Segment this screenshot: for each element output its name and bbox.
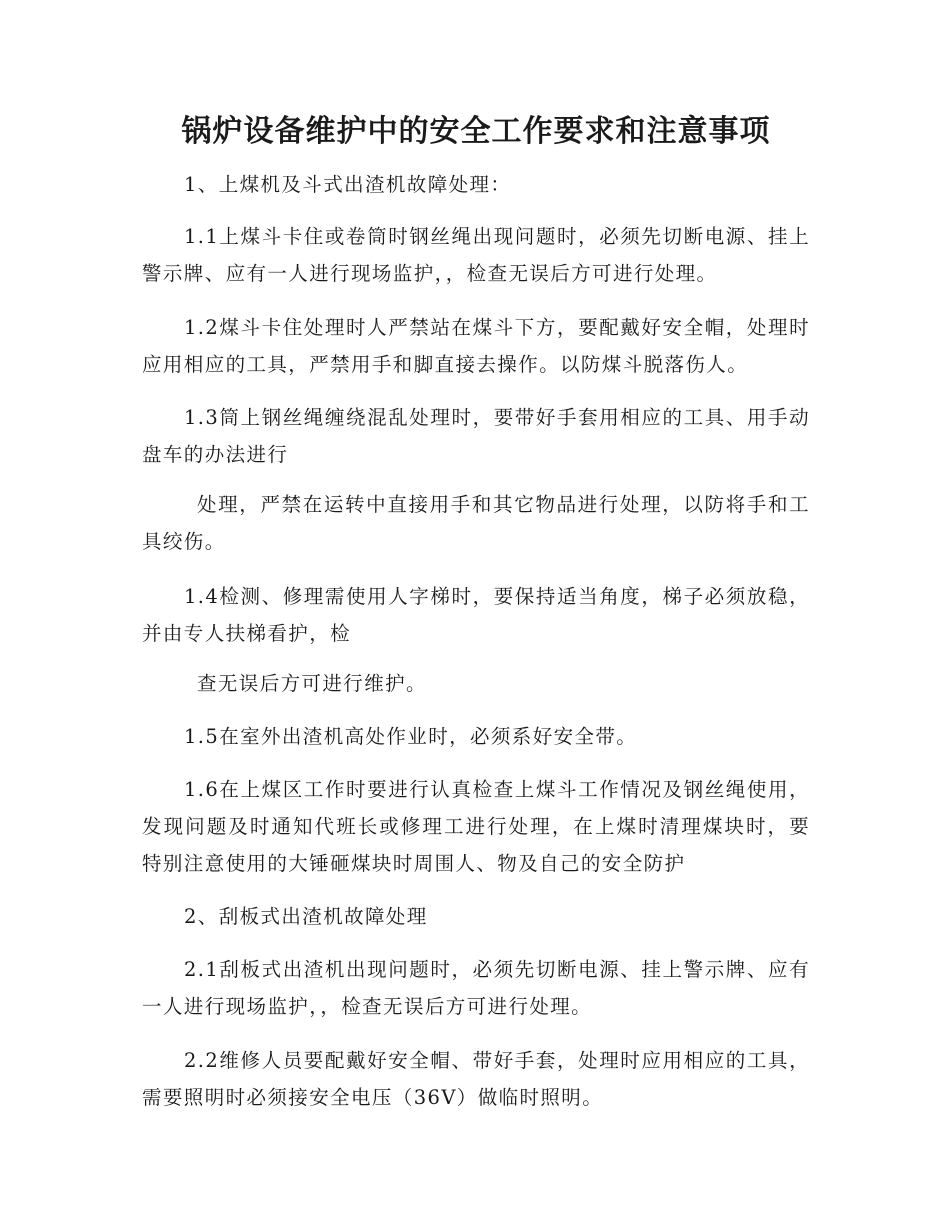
- paragraph-1-3: 1.3筒上钢丝绳缠绕混乱处理时，要带好手套用相应的工具、用手动盘车的办法进行: [142, 406, 810, 466]
- document-title: 锅炉设备维护中的安全工作要求和注意事项: [181, 114, 771, 149]
- paragraph-1-1: 1.1上煤斗卡住或卷筒时钢丝绳出现问题时，必须先切断电源、挂上警示牌、应有一人进行现场监护，，检查无误后方可进行处理。: [142, 225, 810, 285]
- paragraph-1-2: 1.2煤斗卡住处理时人严禁站在煤斗下方，要配戴好安全帽，处理时应用相应的工具，严禁用手和脚直接去操作。以防煤斗脱落伤人。: [142, 316, 810, 376]
- paragraph-1-4: 1.4检测、修理需使用人字梯时，要保持适当角度，梯子必须放稳，并由专人扶梯看护，检: [142, 585, 810, 645]
- section-heading-1: 1、上煤机及斗式出渣机故障处理：: [184, 173, 512, 196]
- paragraph-2-2: 2.2维修人员要配戴好安全帽、带好手套，处理时应用相应的工具，需要照明时必须接安全电压（36V）做临时照明。: [142, 1049, 810, 1109]
- paragraph-2-1: 2.1刮板式出渣机出现问题时，必须先切断电源、挂上警示牌、应有一人进行现场监护，，检查无误后方可进行处理。: [142, 958, 810, 1018]
- paragraph-1-4-continued: 查无误后方可进行维护。: [197, 672, 427, 695]
- paragraph-1-5: 1.5在室外出渣机高处作业时，必须系好安全带。: [184, 725, 638, 748]
- paragraph-1-6: 1.6在上煤区工作时要进行认真检查上煤斗工作情况及钢丝绳使用，发现问题及时通知代班长或修理工进行处理，在上煤时清理煤块时，要特别注意使用的大锤砸煤块时周围人、物及自己的安全防护: [142, 778, 810, 875]
- paragraph-1-3-continued: 处理，严禁在运转中直接用手和其它物品进行处理，以防将手和工具绞伤。: [142, 493, 810, 553]
- section-heading-2: 2、刮板式出渣机故障处理: [184, 905, 428, 928]
